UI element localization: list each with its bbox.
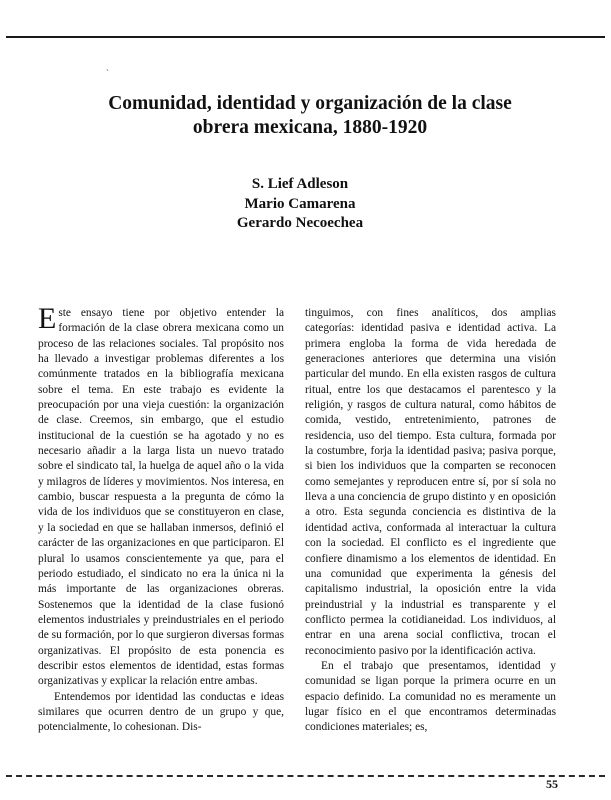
author-3: Gerardo Necoechea	[236, 215, 364, 231]
categories-paragraph: tinguimos, con fines analíticos, dos amplias categorías: identidad pasiva e identidad activa. La primera engloba la forma de vida heredada de generaciones anteriores que determina una visión particular del mundo. En ella existen rasgos de cultura ritual, entre los que destacamos el parentesco y la religión, y rasgos de cultura natural, como hábitos de comida, vestido, entretenimiento, patrones de residencia, uso del tiempo. Esta cultura, formada por la costumbre, forja la identidad pasiva; pasiva porque, si bien los individuos que la comparten se reconocen como semejantes y reproducen entre sí, por sí sola no lleva a una conciencia de grupo distinto y en oposición a otro. Esta segunda conciencia es distintiva de la identidad activa, conformada al interactuar la cultura con la sociedad. El conflicto es el ingrediente que confiere dinamismo a los elementos de identidad. En una comunidad que experimenta la génesis del capitalismo industrial, la oposición entre la vida preindustrial y la industrial es transparente y el conflicto permea la cotidianeidad. Los individuos, al entrar en una arena social conflictiva, trocan el reconocimiento pasivo por la identificación activa.	[305, 307, 556, 657]
identity-paragraph: Entendemos por identidad las conductas e ideas similares que ocurren dentro de un grupo y que, potencialmente, lo cohesionan. Dis-	[38, 690, 284, 734]
article-title	[40, 92, 580, 140]
bottom-rule	[6, 775, 605, 777]
left-column	[38, 302, 284, 736]
top-rule	[6, 36, 605, 38]
scan-speck: `	[106, 68, 109, 78]
title-line-1: Comunidad, identidad y organización de la clase	[108, 93, 512, 114]
drop-cap: E	[38, 302, 57, 335]
intro-paragraph-text: ste ensayo tiene por objetivo entender la formación de la clase obrera mexicana como un proceso de las relaciones sociales. Tal propósito nos ha llevado a investigar problemas diferentes a los comúnmente tratados en la bibliografía mexicana sobre el tema. En este trabajo es evidente la preocupación por una vieja cuestión: la organización de clase. Creemos, sin embargo, que el estudio institucional de la cuestión se ha agotado y no es necesario añadir a la larga lista un nuevo tratado sobre el sindicato tal, la huelga de aquel año o la vida y milagros de líderes y movimientos. Nos interesa, en cambio, buscar respuesta a la pregunta de cómo la vida de los individuos que se constituyeron en clase, y la sociedad en que se hallaban inmersos, definió el carácter de las organizaciones en que participaron. El plural lo usamos conscientemente ya que, para el periodo estudiado, el sindicato no era la única ni la más importante de las organizaciones obreras. Sostenemos que la identidad de la clase fusionó elementos industriales y preindustriales en el periodo de su formación, por lo que surgieron diversas formas organizativas. El propósito de esta ponencia es describir estos elementos de identidad, estas formas organizativas y explicar la relación entre ambas.	[38, 307, 284, 688]
author-list	[150, 175, 450, 234]
title-line-2: obrera mexicana, 1880-1920	[192, 117, 428, 138]
author-2: Mario Camarena	[244, 195, 356, 212]
community-paragraph: En el trabajo que presentamos, identidad y comunidad se ligan porque la primera ocurre en un espacio definido. La comunidad no es meramente un lugar físico en el que encontramos determinadas condiciones materiales; es,	[305, 659, 556, 734]
page-number: 55	[546, 777, 558, 791]
right-column	[305, 306, 556, 736]
author-1: S. Lief Adleson	[251, 176, 349, 192]
intro-paragraph	[38, 302, 284, 690]
